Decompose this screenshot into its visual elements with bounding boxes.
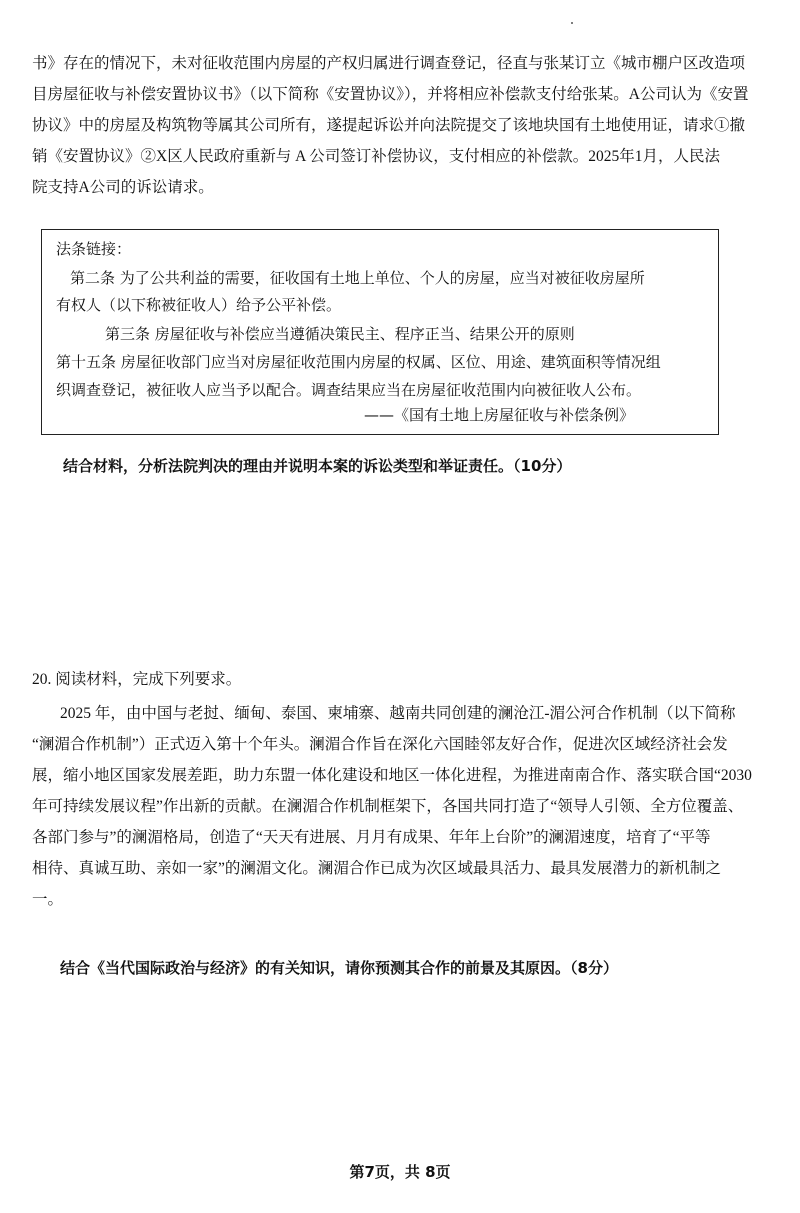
material-line: 各部门参与”的澜湄格局，创造了“天天有进展、月月有成果、年年上台阶”的澜湄速度，培育了“平等: [32, 829, 711, 846]
material-line: “澜湄合作机制”）正式迈入第十个年头。澜湄合作旨在深化六国睦邻友好合作，促进次区域经济社会发: [32, 736, 728, 753]
law-article-line: 第三条 房屋征收与补偿应当遵循决策民主、程序正当、结果公开的原则: [105, 325, 575, 343]
question-20-prompt: 结合《当代国际政治与经济》的有关知识，请你预测其合作的前景及其原因。（8分）: [60, 959, 618, 977]
law-article-line: 织调查登记，被征收人应当予以配合。调查结果应当在房屋征收范围内向被征收人公布。: [56, 381, 642, 399]
law-reference-box: [41, 229, 719, 435]
law-box-heading: 法条链接：: [56, 240, 132, 258]
law-source: ——《国有土地上房屋征收与补偿条例》: [364, 406, 635, 424]
law-article-line: 第二条 为了公共利益的需要，征收国有土地上单位、个人的房屋，应当对被征收房屋所: [70, 269, 645, 287]
material-line: 一。: [32, 891, 64, 908]
material-line: 相待、真诚互助、亲如一家”的澜湄文化。澜湄合作已成为次区域最具活力、最具发展潜力的新机制之: [32, 860, 721, 877]
case-line: 书》存在的情况下，未对征收范围内房屋的产权归属进行调查登记，径直与张某订立《城市棚户区改造项: [32, 55, 746, 72]
law-article-line: 第十五条 房屋征收部门应当对房屋征收范围内房屋的权属、区位、用途、建筑面积等情况组: [56, 353, 661, 371]
case-line: 院支持A公司的诉讼请求。: [32, 179, 214, 196]
question-20: [32, 664, 772, 695]
case-line: 协议》中的房屋及构筑物等属其公司所有，遂提起诉讼并向法院提交了该地块国有土地使用证，请求①撤: [32, 117, 746, 134]
question-20-header: 20. 阅读材料，完成下列要求。: [32, 671, 242, 688]
law-article-line: 有权人（以下称被征收人）给予公平补偿。: [56, 296, 342, 314]
material-line: 2025 年，由中国与老挝、缅甸、泰国、柬埔寨、越南共同创建的澜沧江-湄公河合作机制（以下简称: [60, 705, 736, 722]
question-20-material: [32, 698, 772, 915]
page-footer: 第7页，共 8页: [349, 1163, 451, 1181]
question-19-prompt: 结合材料，分析法院判决的理由并说明本案的诉讼类型和举证责任。（10分）: [63, 457, 572, 475]
material-line: 年可持续发展议程”作出新的贡献。在澜湄合作机制框架下，各国共同打造了“领导人引领、全方位覆盖、: [32, 798, 744, 815]
case-line: 目房屋征收与补偿安置协议书》（以下简称《安置协议》），并将相应补偿款支付给张某。A公司认为《安置: [32, 86, 749, 103]
material-line: 展，缩小地区国家发展差距，助力东盟一体化建设和地区一体化进程，为推进南南合作、落实联合国“2030: [32, 767, 752, 784]
case-line: 销《安置协议》②X区人民政府重新与 A 公司签订补偿协议，支付相应的补偿款。2025年1月，人民法: [32, 148, 721, 165]
case-paragraph: [32, 48, 772, 203]
scan-speck: [571, 22, 573, 24]
